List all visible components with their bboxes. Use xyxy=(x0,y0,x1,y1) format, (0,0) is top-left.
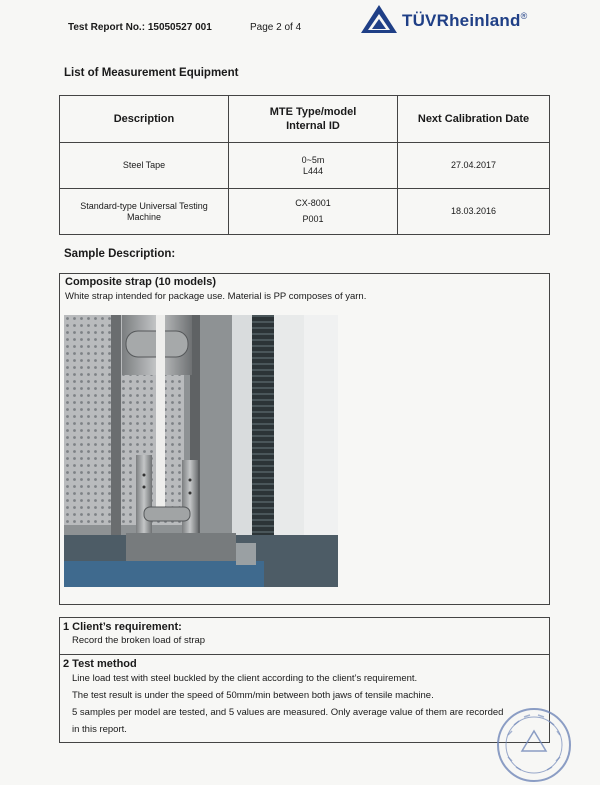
tuv-triangle-icon xyxy=(360,4,398,34)
sample-title: Composite strap (10 models) xyxy=(65,276,216,288)
testing-machine-photo xyxy=(64,315,338,587)
tuv-logo xyxy=(360,4,560,34)
table-header-row xyxy=(60,96,550,143)
test-method-heading: 2 Test method xyxy=(63,658,137,670)
company-seal-icon xyxy=(494,705,574,785)
col-calibration: Next Calibration Date xyxy=(398,96,550,143)
client-requirement-heading: 1 Client’s requirement: xyxy=(63,621,182,633)
equipment-section-title: List of Measurement Equipment xyxy=(64,67,239,79)
page-indicator: Page 2 of 4 xyxy=(250,22,302,33)
test-method-line: The test result is under the speed of 50mm/min between both jaws of tensile machine. xyxy=(72,690,434,701)
client-requirement-text: Record the broken load of strap xyxy=(72,635,206,646)
table-row xyxy=(60,189,550,235)
row-type: CX-8001 P001 xyxy=(229,189,398,235)
brand-name: TÜVRheinland® xyxy=(402,11,528,30)
requirement-method-box xyxy=(59,617,550,743)
sample-section-title: Sample Description: xyxy=(64,248,176,260)
equipment-table xyxy=(59,95,550,235)
row-calibration-date: 18.03.2016 xyxy=(398,189,550,235)
divider xyxy=(60,654,549,655)
test-method-line: Line load test with steel buckled by the client according to the client’s requirement. xyxy=(72,673,418,684)
report-number: Test Report No.: 15050527 001 xyxy=(68,22,212,33)
sample-box xyxy=(59,273,550,605)
test-method-line: 5 samples per model are tested, and 5 values are measured. Only average value of them are recorded xyxy=(72,707,504,718)
table-row xyxy=(60,143,550,189)
row-type: 0~5m L444 xyxy=(229,143,398,189)
test-method-line: in this report. xyxy=(72,724,127,735)
col-type: MTE Type/model Internal ID xyxy=(229,96,398,143)
row-description: Standard-type Universal Testing Machine xyxy=(60,189,229,235)
col-description: Description xyxy=(60,96,229,143)
row-description: Steel Tape xyxy=(60,143,229,189)
row-calibration-date: 27.04.2017 xyxy=(398,143,550,189)
sample-description: White strap intended for package use. Material is PP composes of yarn. xyxy=(65,291,367,302)
